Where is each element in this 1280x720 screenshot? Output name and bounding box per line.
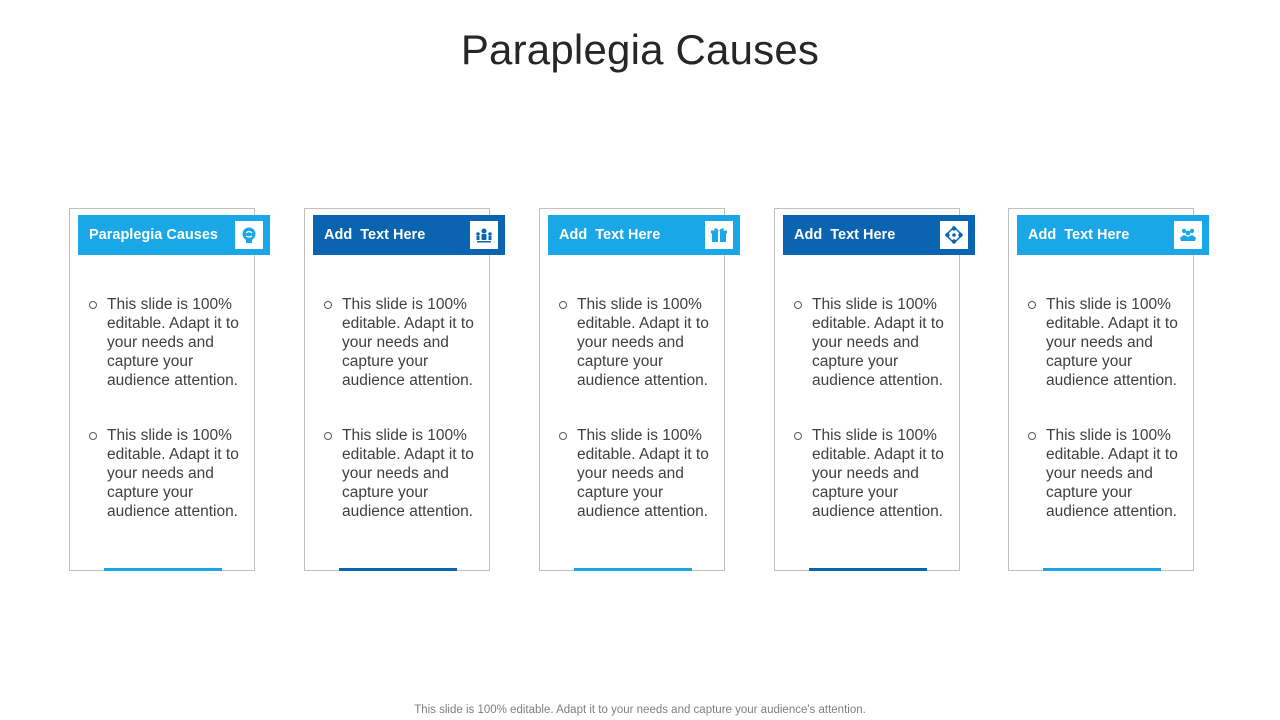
accent-bar — [1043, 568, 1161, 571]
accent-bar — [104, 568, 222, 571]
bullet-item: This slide is 100% editable. Adapt it to your needs and capture your audience attention. — [558, 295, 724, 390]
footer-note: This slide is 100% editable. Adapt it to your needs and capture your audience's attention. — [414, 704, 866, 716]
bullet-item: This slide is 100% editable. Adapt it to your needs and capture your audience attention. — [558, 426, 724, 521]
bullet-item: This slide is 100% editable. Adapt it to your needs and capture your audience attention. — [323, 426, 489, 521]
bullet-list — [1027, 295, 1193, 557]
card-header-label: Add Text Here — [324, 227, 426, 243]
team-meeting-icon — [470, 221, 498, 249]
brain-head-icon — [235, 221, 263, 249]
card-header[interactable] — [783, 215, 975, 255]
network-nodes-icon — [940, 221, 968, 249]
card-header[interactable] — [313, 215, 505, 255]
card-5 — [1008, 208, 1194, 571]
bullet-item: This slide is 100% editable. Adapt it to your needs and capture your audience attention. — [323, 295, 489, 390]
slide-title: Paraplegia Causes — [460, 26, 820, 73]
bullet-item: This slide is 100% editable. Adapt it to your needs and capture your audience attention. — [793, 426, 959, 521]
bullet-item: This slide is 100% editable. Adapt it to your needs and capture your audience attention. — [88, 426, 254, 521]
bullet-item: This slide is 100% editable. Adapt it to your needs and capture your audience attention. — [88, 295, 254, 390]
accent-bar — [574, 568, 692, 571]
bullet-item: This slide is 100% editable. Adapt it to your needs and capture your audience attention. — [793, 295, 959, 390]
bullet-list — [793, 295, 959, 557]
card-3 — [539, 208, 725, 571]
bullet-item: This slide is 100% editable. Adapt it to your needs and capture your audience attention. — [1027, 295, 1193, 390]
card-header-label: Add Text Here — [794, 227, 896, 243]
card-header-label: Add Text Here — [1028, 227, 1130, 243]
bullet-list — [323, 295, 489, 557]
group-people-icon — [1174, 221, 1202, 249]
card-1 — [69, 208, 255, 571]
gift-icon — [705, 221, 733, 249]
card-4 — [774, 208, 960, 571]
bullet-item: This slide is 100% editable. Adapt it to your needs and capture your audience attention. — [1027, 426, 1193, 521]
card-header[interactable] — [548, 215, 740, 255]
accent-bar — [339, 568, 457, 571]
card-header-label: Paraplegia Causes — [89, 227, 218, 243]
bullet-list — [558, 295, 724, 557]
card-2 — [304, 208, 490, 571]
accent-bar — [809, 568, 927, 571]
bullet-list — [88, 295, 254, 557]
card-header[interactable] — [78, 215, 270, 255]
card-header[interactable] — [1017, 215, 1209, 255]
card-header-label: Add Text Here — [559, 227, 661, 243]
